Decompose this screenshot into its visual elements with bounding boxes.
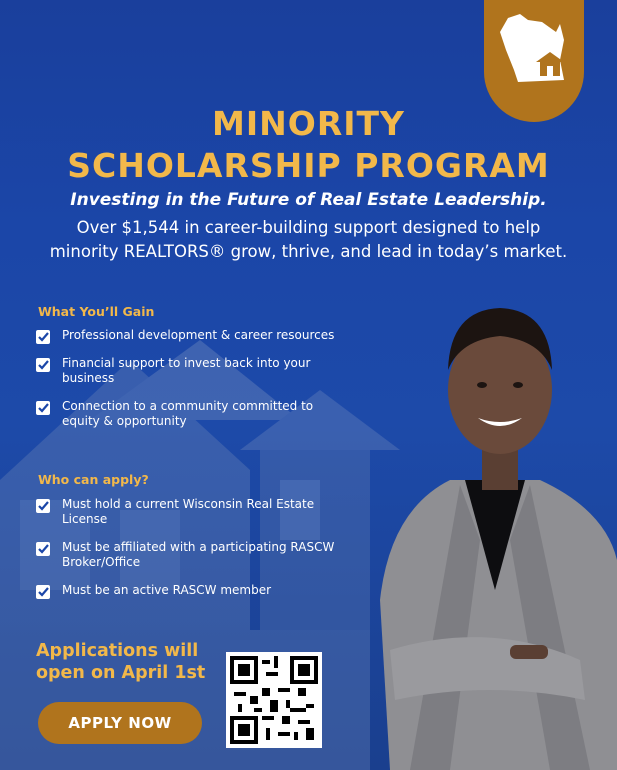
- eligibility-item-3: Must be an active RASCW member: [62, 583, 272, 597]
- applications-line-2: open on April 1st: [36, 663, 206, 683]
- applications-note: [36, 640, 205, 684]
- checkbox-icon: [36, 401, 50, 415]
- eligibility-heading: Who can apply?: [38, 472, 149, 487]
- title-line-1: MINORITY: [212, 104, 405, 143]
- gain-heading: What You’ll Gain: [38, 304, 155, 319]
- applications-line-1: Applications will: [36, 641, 199, 661]
- description: [10, 216, 607, 264]
- eligibility-item-1: Must hold a current Wisconsin Real Estate License: [62, 497, 315, 526]
- checkbox-icon: [36, 499, 50, 513]
- gain-item-1: Professional development & career resources: [62, 328, 335, 342]
- list-item: [36, 583, 336, 598]
- eligibility-item-2: Must be affiliated with a participating RASCW Broker/Office: [62, 540, 335, 569]
- checkbox-icon: [36, 585, 50, 599]
- list-item: [36, 328, 336, 343]
- list-item: [36, 540, 336, 570]
- wisconsin-house-icon: [498, 10, 570, 90]
- checkbox-icon: [36, 330, 50, 344]
- description-line-1: Over $1,544 in career-building support designed to help: [76, 218, 541, 237]
- checkbox-icon: [36, 358, 50, 372]
- tagline: Investing in the Future of Real Estate Leadership.: [70, 190, 547, 210]
- gain-list: [36, 328, 336, 429]
- qr-code[interactable]: [226, 652, 322, 748]
- description-line-2: minority REALTORS® grow, thrive, and lead in today’s market.: [49, 242, 568, 261]
- eligibility-list: [36, 497, 336, 598]
- gain-item-3: Connection to a community committed to equity & opportunity: [62, 399, 314, 428]
- list-item: [36, 497, 336, 527]
- gain-item-2: Financial support to invest back into your business: [62, 356, 311, 385]
- list-item: [36, 356, 336, 386]
- woman-photo: [370, 300, 617, 770]
- list-item: [36, 399, 336, 429]
- checkbox-icon: [36, 542, 50, 556]
- qr-code-pattern: [230, 656, 318, 744]
- title-line-2: SCHOLARSHIP PROGRAM: [67, 146, 550, 185]
- apply-now-button[interactable]: APPLY NOW: [38, 702, 202, 744]
